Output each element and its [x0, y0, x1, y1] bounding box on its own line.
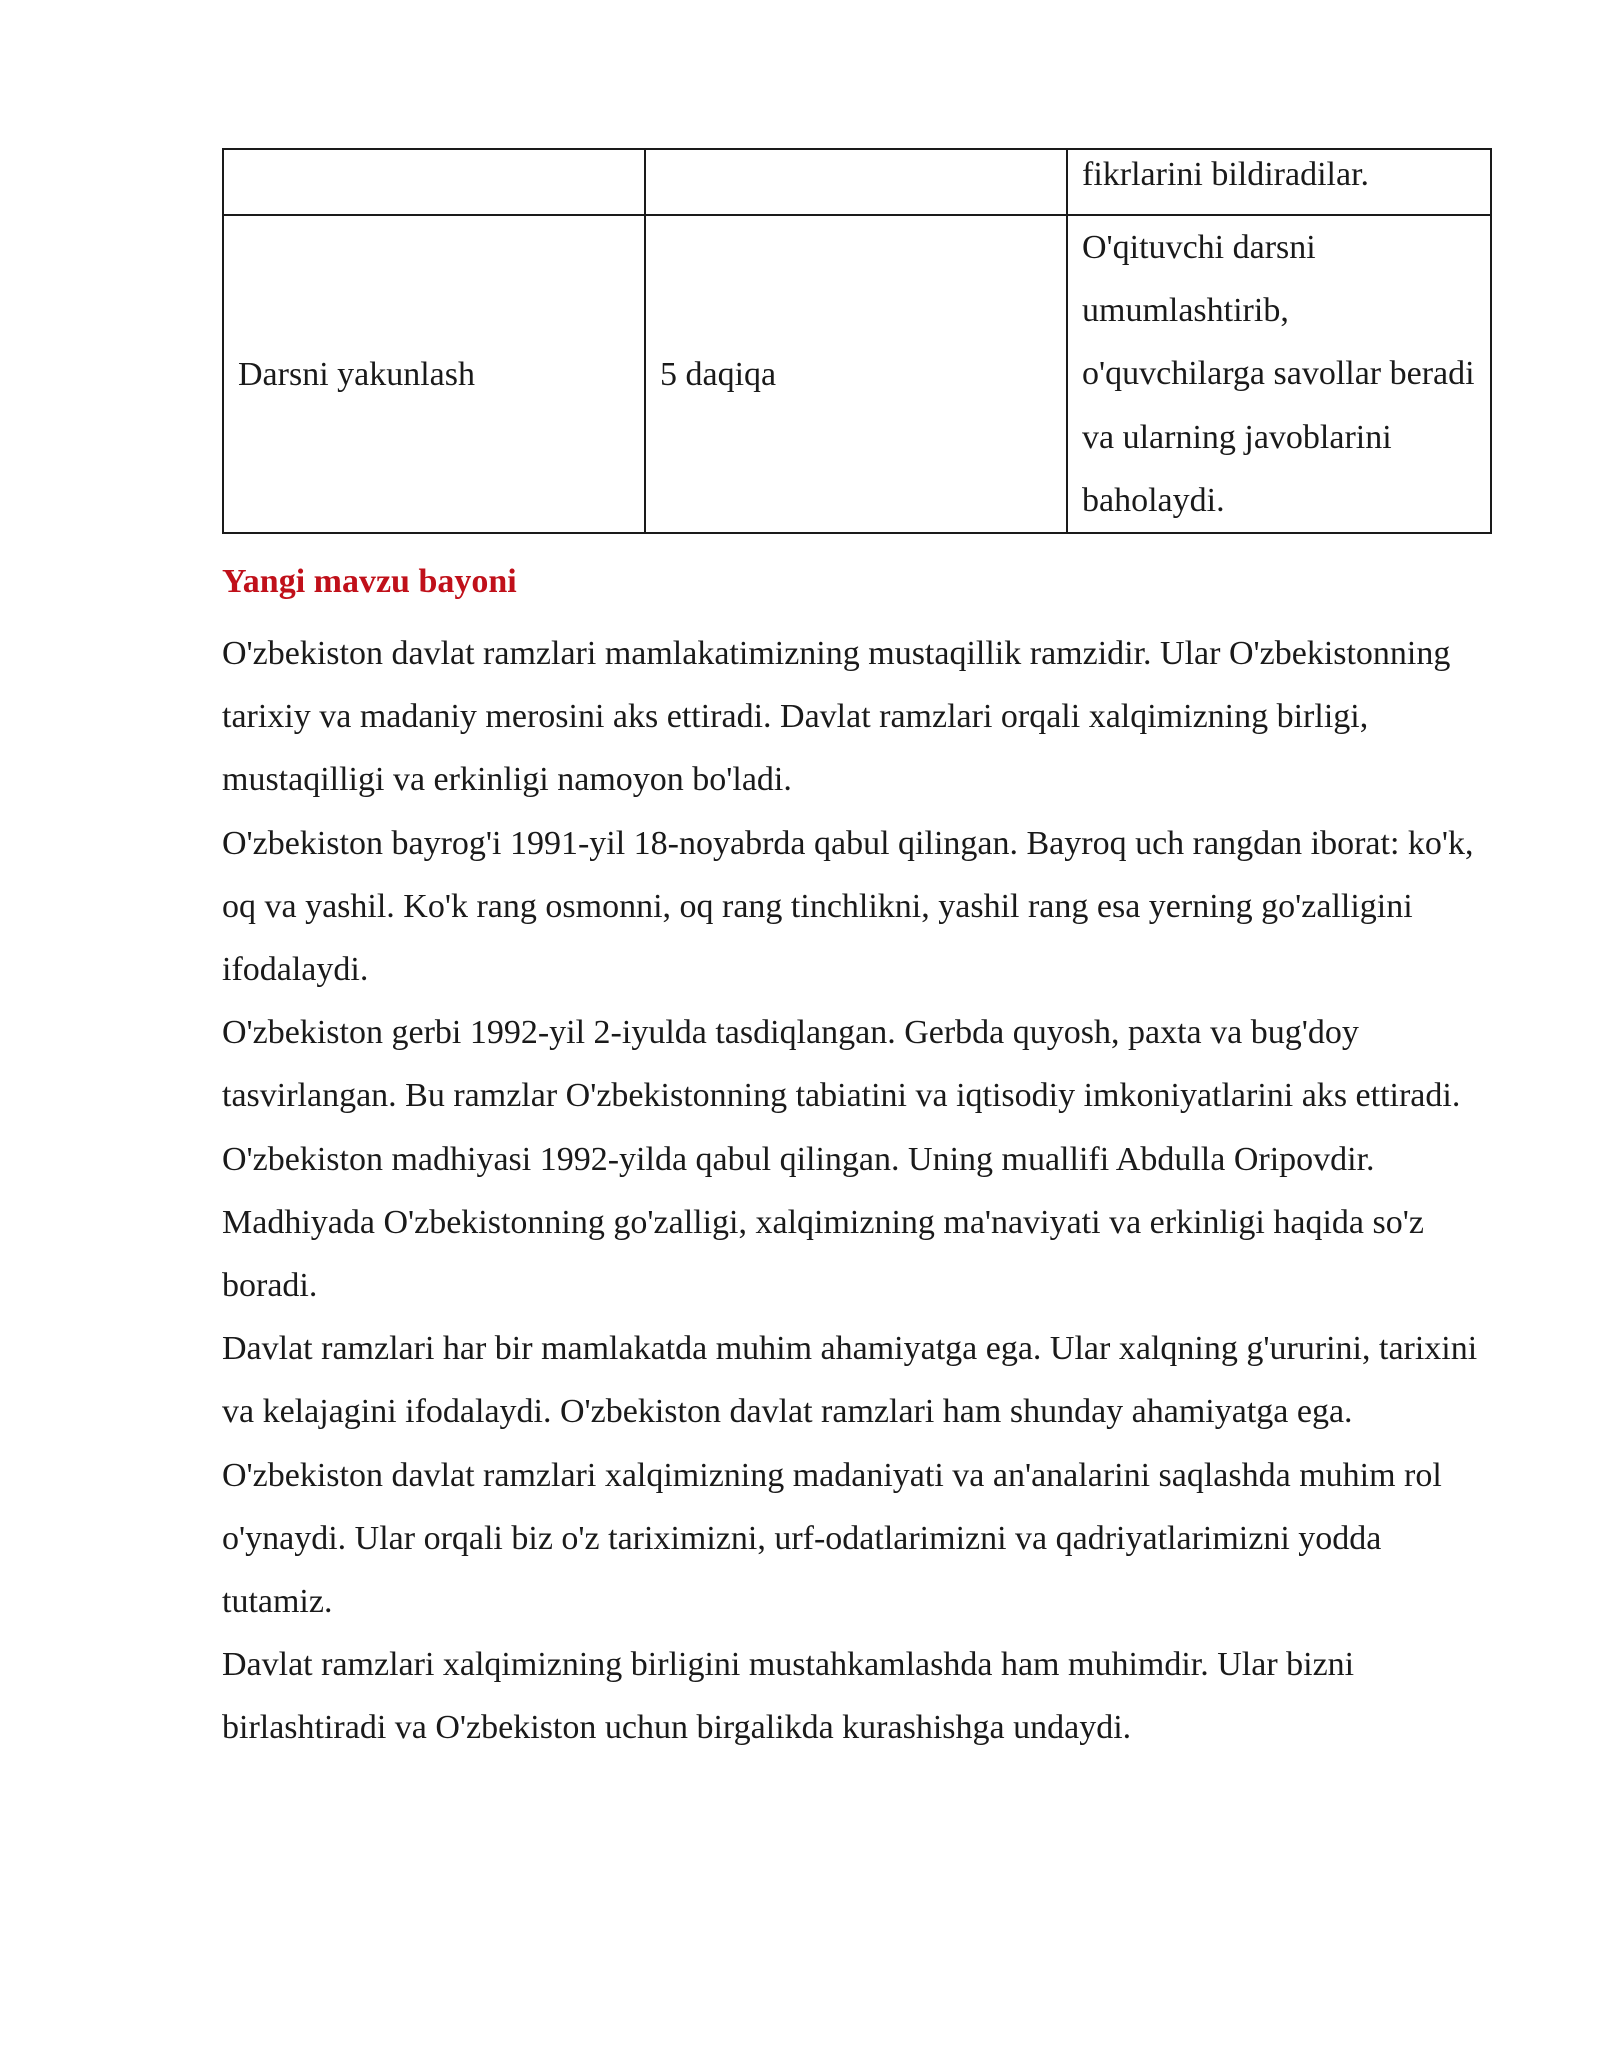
stage-cell: Darsni yakunlash	[223, 215, 645, 533]
paragraph: Davlat ramzlari xalqimizning birligini mustahkamlashda ham muhimdir. Ular bizni birlashtiradi va O'zbekiston uchun birgalikda kurashishga undaydi.	[222, 1646, 1355, 1747]
activity-cell: fikrlarini bildiradilar.	[1067, 149, 1491, 215]
duration-cell: 5 daqiqa	[645, 215, 1067, 533]
table-row	[223, 149, 1491, 215]
paragraph: O'zbekiston davlat ramzlari xalqimizning madaniyati va an'analarini saqlashda muhim rol o'ynaydi. Ular orqali biz o'z tariximizni, urf-odatlarimizni va qadriyatlarimizni yodda tutamiz.	[222, 1456, 1442, 1621]
section-body	[222, 622, 1490, 1760]
table-row	[223, 215, 1491, 533]
section-heading: Yangi mavzu bayoni	[222, 563, 517, 601]
paragraph: O'zbekiston bayrog'i 1991-yil 18-noyabrda qabul qilingan. Bayroq uch rangdan iborat: ko'k, oq va yashil. Ko'k rang osmonni, oq rang tinchlikni, yashil rang esa yerning go'zalligini ifodalaydi.	[222, 824, 1474, 989]
paragraph: Davlat ramzlari har bir mamlakatda muhim ahamiyatga ega. Ular xalqning g'ururini, tarixini va kelajagini ifodalaydi. O'zbekiston davlat ramzlari ham shunday ahamiyatga ega.	[222, 1330, 1478, 1431]
paragraph: O'zbekiston gerbi 1992-yil 2-iyulda tasdiqlangan. Gerbda quyosh, paxta va bug'doy tasvirlangan. Bu ramzlar O'zbekistonning tabiatini va iqtisodiy imkoniyatlarini aks ettiradi.	[222, 1014, 1461, 1115]
page-content	[222, 148, 1490, 1760]
duration-cell	[645, 149, 1067, 215]
paragraph: O'zbekiston davlat ramzlari mamlakatimizning mustaqillik ramzidir. Ular O'zbekistonning tarixiy va madaniy merosini aks ettiradi. Davlat ramzlari orqali xalqimizning birligi, mustaqilligi va erkinligi namoyon bo'ladi.	[222, 635, 1451, 799]
activity-cell: O'qituvchi darsni umumlashtirib, o'quvchilarga savollar beradi va ularning javoblarini baholaydi.	[1067, 215, 1491, 533]
lesson-plan-table	[222, 148, 1492, 534]
stage-cell	[223, 149, 645, 215]
paragraph: O'zbekiston madhiyasi 1992-yilda qabul qilingan. Uning muallifi Abdulla Oripovdir. Madhiyada O'zbekistonning go'zalligi, xalqimizning ma'naviyati va erkinligi haqida so'z boradi.	[222, 1140, 1424, 1305]
